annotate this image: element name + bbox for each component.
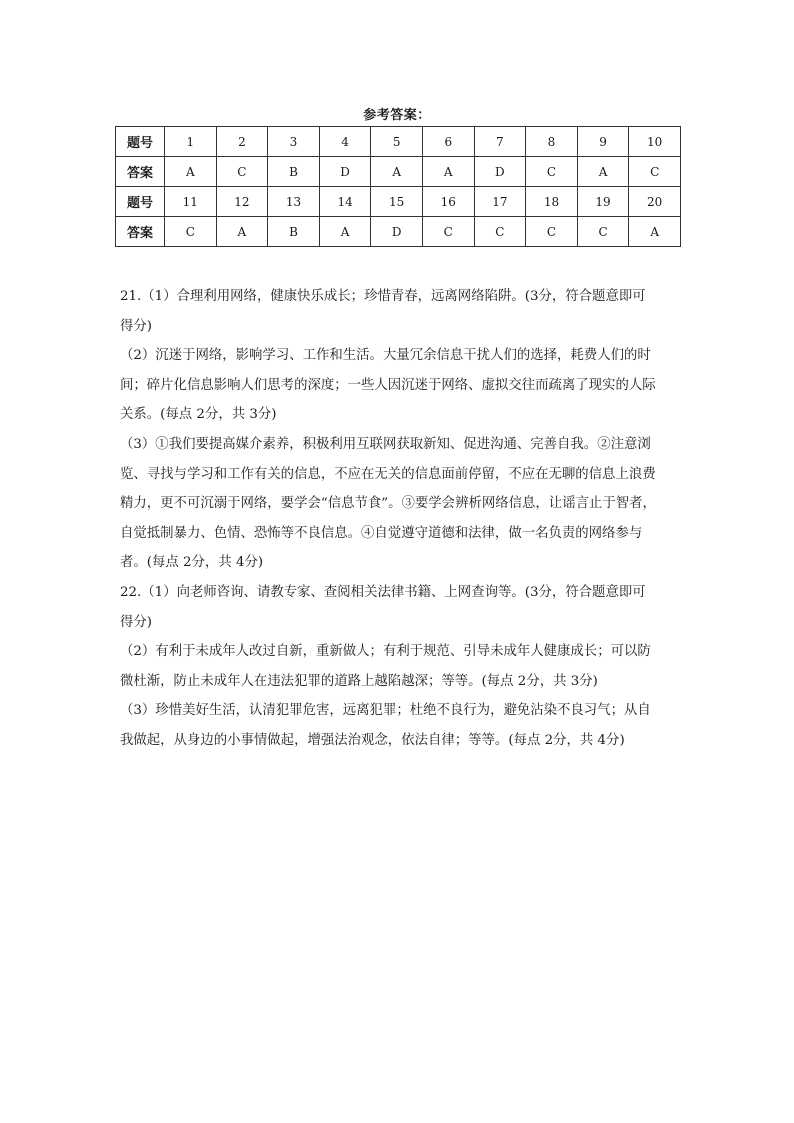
table-cell: 8 <box>526 127 578 157</box>
table-cell: 12 <box>216 187 268 217</box>
table-row <box>116 187 681 217</box>
table-cell: 5 <box>371 127 423 157</box>
table-cell: C <box>422 217 474 247</box>
q22-part2-line: 微杜渐，防止未成年人在违法犯罪的道路上越陷越深；等等。(每点 2分，共 3分) <box>120 673 598 689</box>
table-cell: 20 <box>629 187 681 217</box>
table-cell: C <box>526 157 578 187</box>
q21-part1-line: 得分) <box>120 318 153 334</box>
q21-part3-line: （3）①我们要提高媒介素养，积极利用互联网获取新知、促进沟通、完善自我。②注意浏 <box>120 436 651 452</box>
q22-part3-line: 我做起，从身边的小事情做起，增强法治观念，依法自律；等等。(每点 2分，共 4分) <box>120 732 625 748</box>
table-cell: A <box>577 157 629 187</box>
row-header-answer: 答案 <box>116 217 165 247</box>
q21-part3-line: 者。(每点 2分，共 4分) <box>120 555 264 571</box>
table-row <box>116 157 681 187</box>
table-cell: A <box>319 217 371 247</box>
table-cell: B <box>268 217 320 247</box>
table-cell: 17 <box>474 187 526 217</box>
q22-part2-line: （2）有利于未成年人改过自新，重新做人；有利于规范、引导未成年人健康成长；可以防 <box>120 644 651 660</box>
table-cell: 14 <box>319 187 371 217</box>
row-header-question-number: 题号 <box>116 127 165 157</box>
table-cell: B <box>268 157 320 187</box>
q21-part2-line: 关系。(每点 2分，共 3分) <box>120 407 277 423</box>
table-cell: D <box>371 217 423 247</box>
table-cell: 16 <box>422 187 474 217</box>
table-cell: C <box>165 217 217 247</box>
q21-part2-line: 间；碎片化信息影响人们思考的深度；一些人因沉迷于网络、虚拟交往而疏离了现实的人际 <box>120 377 656 393</box>
q21-part2-line: （2）沉迷于网络，影响学习、工作和生活。大量冗余信息干扰人们的选择，耗费人们的时 <box>120 348 651 364</box>
table-cell: 6 <box>422 127 474 157</box>
table-cell: D <box>319 157 371 187</box>
table-cell: 11 <box>165 187 217 217</box>
q22-part3-line: （3）珍惜美好生活，认清犯罪危害，远离犯罪；杜绝不良行为，避免沾染不良习气；从自 <box>120 703 651 719</box>
table-cell: C <box>216 157 268 187</box>
table-cell: 18 <box>526 187 578 217</box>
table-cell: 7 <box>474 127 526 157</box>
q21-part1-line: 21.（1）合理利用网络，健康快乐成长；珍惜青春，远离网络陷阱。(3分，符合题意即可 <box>120 289 646 304</box>
table-cell: C <box>577 217 629 247</box>
table-cell: A <box>216 217 268 247</box>
table-cell: C <box>629 157 681 187</box>
row-header-answer: 答案 <box>116 157 165 187</box>
q21-part3-line: 自觉抵制暴力、色情、恐怖等不良信息。④自觉遵守道德和法律，做一名负责的网络参与 <box>120 525 643 541</box>
answer-explanations <box>120 282 676 756</box>
table-cell: A <box>629 217 681 247</box>
table-cell: A <box>371 157 423 187</box>
table-cell: 9 <box>577 127 629 157</box>
table-cell: C <box>474 217 526 247</box>
table-cell: 15 <box>371 187 423 217</box>
page-title: 参考答案： <box>363 108 431 123</box>
table-cell: 1 <box>165 127 217 157</box>
table-cell: C <box>526 217 578 247</box>
table-cell: 2 <box>216 127 268 157</box>
row-header-question-number: 题号 <box>116 187 165 217</box>
table-cell: 4 <box>319 127 371 157</box>
table-row <box>116 127 681 157</box>
q22-part1-line: 得分) <box>120 614 153 630</box>
table-cell: 3 <box>268 127 320 157</box>
answer-key-table <box>115 126 681 247</box>
table-cell: 19 <box>577 187 629 217</box>
q21-part3-line: 览、寻找与学习和工作有关的信息，不应在无关的信息面前停留，不应在无聊的信息上浪费 <box>120 466 656 482</box>
q22-part1-line: 22.（1）向老师咨询、请教专家、查阅相关法律书籍、上网查询等。(3分，符合题意即可 <box>120 584 646 600</box>
table-cell: A <box>165 157 217 187</box>
q21-part3-line: 精力，更不可沉溺于网络，要学会“信息节食”。③要学会辨析网络信息，让谣言止于智者， <box>120 496 656 512</box>
table-row <box>116 217 681 247</box>
table-cell: A <box>422 157 474 187</box>
table-cell: 13 <box>268 187 320 217</box>
table-cell: 10 <box>629 127 681 157</box>
table-cell: D <box>474 157 526 187</box>
